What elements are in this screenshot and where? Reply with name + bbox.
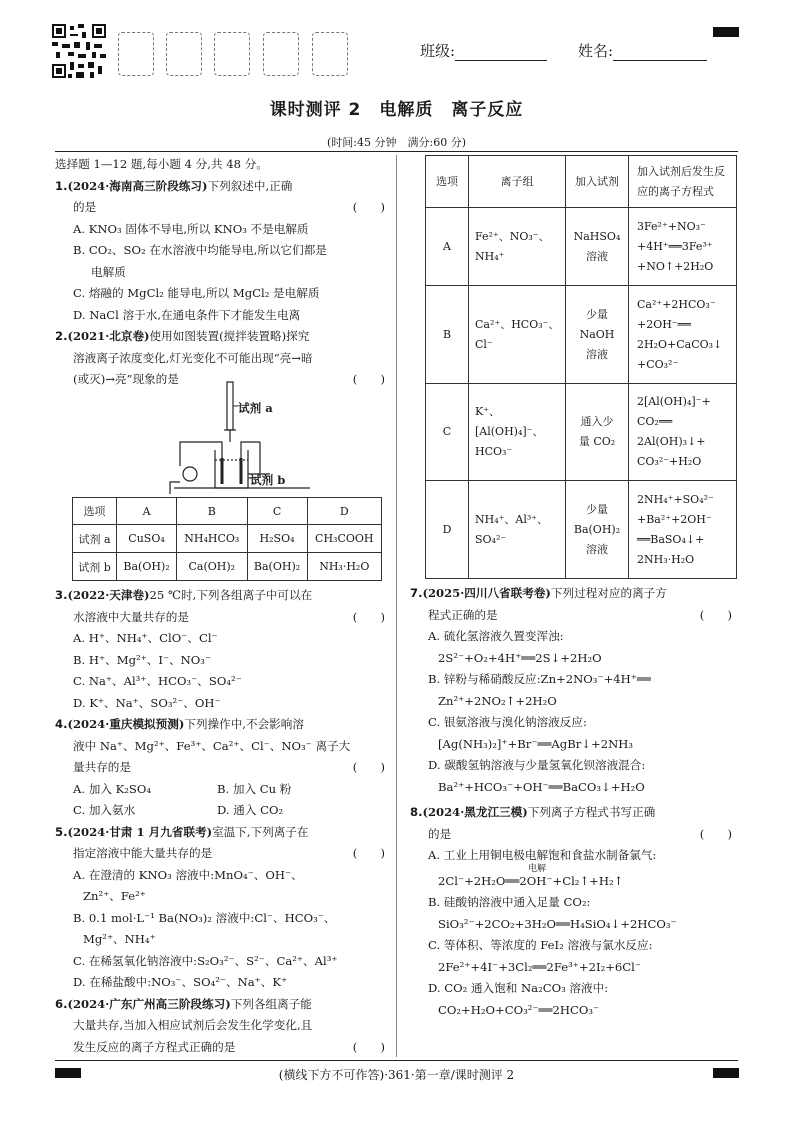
conductivity-apparatus-figure: [160, 378, 330, 494]
reagent-b-label: 试剂 b: [250, 473, 286, 487]
q8-stem2: 的是 ( ): [410, 824, 738, 846]
q6-stem: 6.(2024·广东广州高三阶段练习)下列各组离子能: [55, 996, 312, 1011]
q6-stem3: 发生反应的离子方程式正确的是 ( ): [55, 1037, 391, 1059]
answer-paren[interactable]: ( ): [352, 1039, 385, 1054]
bottom-rule: [55, 1060, 738, 1061]
q2-table: 选项 A B C D 试剂 a CuSO₄ NH₄HCO₃ H₂SO₄ CH₃COOH 试剂 b Ba(OH)₂ Ca(OH)₂ Ba(OH)₂ NH₃·H₂O: [72, 497, 382, 581]
q1-stem: 1.(2024·海南高三阶段练习)下列叙述中,正确: [55, 178, 293, 193]
table-row: B Ca²⁺、HCO₃⁻、 Cl⁻ 少量 NaOH 溶液 Ca²⁺+2HCO₃⁻ +2OH⁻══ 2H₂O+CaCO₃↓ +CO₃²⁻: [426, 286, 737, 384]
time-line: (时间:45 分钟 满分:60 分): [327, 136, 466, 149]
class-label: 班级:: [420, 42, 456, 60]
corner-mark: [713, 27, 739, 37]
q3-stem: 3.(2022·天津卷)25 ℃时,下列各组离子中可以在: [55, 588, 313, 602]
electrolysis-condition: 电解: [528, 863, 547, 874]
q8-stem: 8.(2024·黑龙江三模)下列离子方程式书写正确: [410, 805, 656, 819]
table-row: D NH₄⁺、Al³⁺、 SO₄²⁻ 少量 Ba(OH)₂ 溶液 2NH₄⁺+SO₄²⁻ +Ba²⁺+2OH⁻ ══BaSO₄↓+ 2NH₃·H₂O: [426, 481, 737, 579]
right-column: 7.(2025·四川八省联考卷)下列过程对应的离子方 程式正确的是 ( ) A. 硫化氢溶液久置变浑浊: 2S²⁻+O₂+4H⁺══2S↓+2H₂O B. 锌粉与稀硝酸反应:Zn+2NO₃⁻+4H⁺══ Zn²⁺+2NO₂↑+2H₂O C. 银氨溶液与溴化钠溶液反应: [Ag(NH₃)₂]⁺+Br⁻══AgBr↓+2NH₃ D. 碳酸氢钠溶液与少量氢氧化钡溶液混合: Ba²⁺+HCO₃⁻+OH⁻══BaCO₃↓+H₂O 8.(2024·黑龙江三模)下列离子方程式书写正确 的是 ( ) A. 工业上用铜电极电解饱和食盐水制备氯气: 电解 2Cl⁻+2H₂O══2OH⁻+Cl₂↑+H₂↑ B. 硅酸钠溶液中通入足量 CO₂: SiO₃²⁻+2CO₂+3H₂O══H₄SiO₄↓+2HCO₃⁻ C. 等体积、等浓度的 FeI₂ 溶液与氯水反应: 2Fe²⁺+4I⁻+3Cl₂══2Fe³⁺+2I₂+6Cl⁻ D. CO₂ 通入饱和 Na₂CO₃ 溶液中: CO₂+H₂O+CO₃²⁻══2HCO₃⁻: [410, 583, 738, 1021]
top-rule: [55, 151, 738, 152]
q7-stem: 7.(2025·四川八省联考卷)下列过程对应的离子方: [410, 586, 667, 600]
q4-stem3: 量共存的是 ( ): [55, 757, 391, 779]
answer-paren[interactable]: ( ): [352, 846, 385, 860]
q1-stem2: 的是 ( ): [55, 197, 391, 219]
column-divider: [396, 155, 397, 1057]
answer-paren[interactable]: ( ): [352, 609, 385, 624]
q1-option-b: B. CO₂、SO₂ 在水溶液中均能导电,所以它们都是: [73, 243, 327, 257]
reagent-a-label: 试剂 a: [238, 401, 273, 415]
q5-stem: 5.(2024·甘肃 1 月九省联考)室温下,下列离子在: [55, 824, 309, 839]
answer-paren[interactable]: ( ): [352, 200, 385, 214]
intro: 选择题 1—12 题,每小题 4 分,共 48 分。: [55, 157, 268, 171]
q2-stem3: (或灭)→亮”现象的是 ( ): [55, 369, 391, 391]
page-title: 课时测评 2 电解质 离子反应: [269, 100, 524, 120]
table-row: 试剂 a CuSO₄ NH₄HCO₃ H₂SO₄ CH₃COOH: [73, 525, 382, 553]
table-row: 试剂 b Ba(OH)₂ Ca(OH)₂ Ba(OH)₂ NH₃·H₂O: [73, 553, 382, 581]
q2-stem: 2.(2021·北京卷)使用如图装置(搅拌装置略)探究: [55, 329, 310, 343]
left-column: 选择题 1—12 题,每小题 4 分,共 48 分。 1.(2024·海南高三阶段练习)下列叙述中,正确 的是 ( ) A. KNO₃ 固体不导电,所以 KNO₃ 不是电解质 B. CO₂、SO₂ 在水溶液中均能导电,所以它们都是 电解质 C. 熔融的 MgCl₂ 能导电,所以 MgCl₂ 是电解质 D. NaCl 溶于水,在通电条件下才能发生电离 2.(2021·北京卷)使用如图装置(搅拌装置略)探究 溶液离子浓度变化,灯光变化不可能出现“亮→暗 (或灭)→亮”现象的是 ( ): [55, 154, 391, 391]
table-row: A Fe²⁺、NO₃⁻、 NH₄⁺ NaHSO₄ 溶液 3Fe²⁺+NO₃⁻ +4H⁺══3Fe³⁺ +NO↑+2H₂O: [426, 208, 737, 286]
q4-stem: 4.(2024·重庆模拟预测)下列操作中,不会影响溶: [55, 717, 304, 731]
q1-option-d: D. NaCl 溶于水,在通电条件下才能发生电离: [73, 307, 301, 322]
q5-stem2: 指定溶液中能大量共存的是 ( ): [55, 843, 391, 865]
q1-option-c: C. 熔融的 MgCl₂ 能导电,所以 MgCl₂ 是电解质: [73, 286, 320, 300]
qr-code: [52, 24, 106, 78]
name-field[interactable]: [578, 40, 707, 61]
class-field[interactable]: [420, 40, 547, 61]
answer-box[interactable]: [166, 32, 202, 76]
answer-box[interactable]: [214, 32, 250, 76]
name-label: 姓名:: [578, 42, 614, 60]
q7-stem2: 程式正确的是 ( ): [410, 605, 738, 627]
answer-box[interactable]: [312, 32, 348, 76]
answer-paren[interactable]: ( ): [352, 760, 385, 774]
left-column-lower: 3.(2022·天津卷)25 ℃时,下列各组离子中可以在 水溶液中大量共存的是 ( ) A. H⁺、NH₄⁺、ClO⁻、Cl⁻ B. H⁺、Mg²⁺、I⁻、NO₃⁻ C. Na⁺、Al³⁺、HCO₃⁻、SO₄²⁻ D. K⁺、Na⁺、SO₃²⁻、OH⁻ 4.(2024·重庆模拟预测)下列操作中,不会影响溶 液中 Na⁺、Mg²⁺、Fe³⁺、Ca²⁺、Cl⁻、NO₃⁻ 离子大 量共存的是 ( ) A. 加入 K₂SO₄ B. 加入 Cu 粉 C. 加入氨水 D. 通入 CO₂ 5.(2024·甘肃 1 月九省联考)室温下,下列离子在 指定溶液中能大量共存的是 ( ) A. 在澄清的 KNO₃ 溶液中:MnO₄⁻、OH⁻、 Zn²⁺、Fe²⁺ B. 0.1 mol·L⁻¹ Ba(NO₃)₂ 溶液中:Cl⁻、HCO₃⁻、 Mg²⁺、NH₄⁺ C. 在稀氢氧化钠溶液中:S₂O₃²⁻、S²⁻、Ca²⁺、Al³⁺ D. 在稀盐酸中:NO₃⁻、SO₄²⁻、Na⁺、K⁺ 6.(2024·广东广州高三阶段练习)下列各组离子能 大量共存,当加入相应试剂后会发生化学变化,且 发生反应的离子方程式正确的是 ( ): [55, 585, 391, 1058]
answer-paren[interactable]: ( ): [352, 372, 385, 386]
q1-option-a: A. KNO₃ 固体不导电,所以 KNO₃ 不是电解质: [73, 221, 309, 236]
table-row: C K⁺、 [Al(OH)₄]⁻、 HCO₃⁻ 通入少 量 CO₂ 2[Al(OH)₄]⁻+ CO₂══ 2Al(OH)₃↓+ CO₃²⁻+H₂O: [426, 384, 737, 481]
answer-box[interactable]: [263, 32, 299, 76]
q3-stem2: 水溶液中大量共存的是 ( ): [55, 607, 391, 629]
q6-table: 选项 离子组 加入试剂 加入试剂后发生反 应的离子方程式 A Fe²⁺、NO₃⁻、 NH₄⁺ NaHSO₄ 溶液 3Fe²⁺+NO₃⁻ +4H⁺══3Fe³⁺ +NO↑+2H₂O B Ca²⁺、HCO₃⁻、 Cl⁻ 少量 NaOH 溶液 Ca²⁺+2HCO₃⁻ +2OH⁻══ 2H₂O+CaCO₃↓ +CO₃²⁻ C K⁺、 [Al(OH)₄]⁻、 HCO₃⁻ 通入少 量 CO₂ 2[Al(OH)₄]⁻+ CO₂══ 2Al(OH)₃↓+ CO₃²⁻+H₂O D NH₄⁺、Al³⁺、 SO₄²⁻ 少量 Ba(OH)₂ 溶液 2NH₄⁺+SO₄²⁻ +Ba²⁺+2OH⁻ ══BaSO₄↓+ 2NH₃·H₂O: [425, 155, 737, 579]
answer-box[interactable]: [118, 32, 154, 76]
page-footer: (横线下方不可作答)·361·第一章/课时测评 2: [278, 1068, 515, 1082]
answer-paren[interactable]: ( ): [699, 607, 732, 622]
answer-paren[interactable]: ( ): [699, 826, 732, 841]
